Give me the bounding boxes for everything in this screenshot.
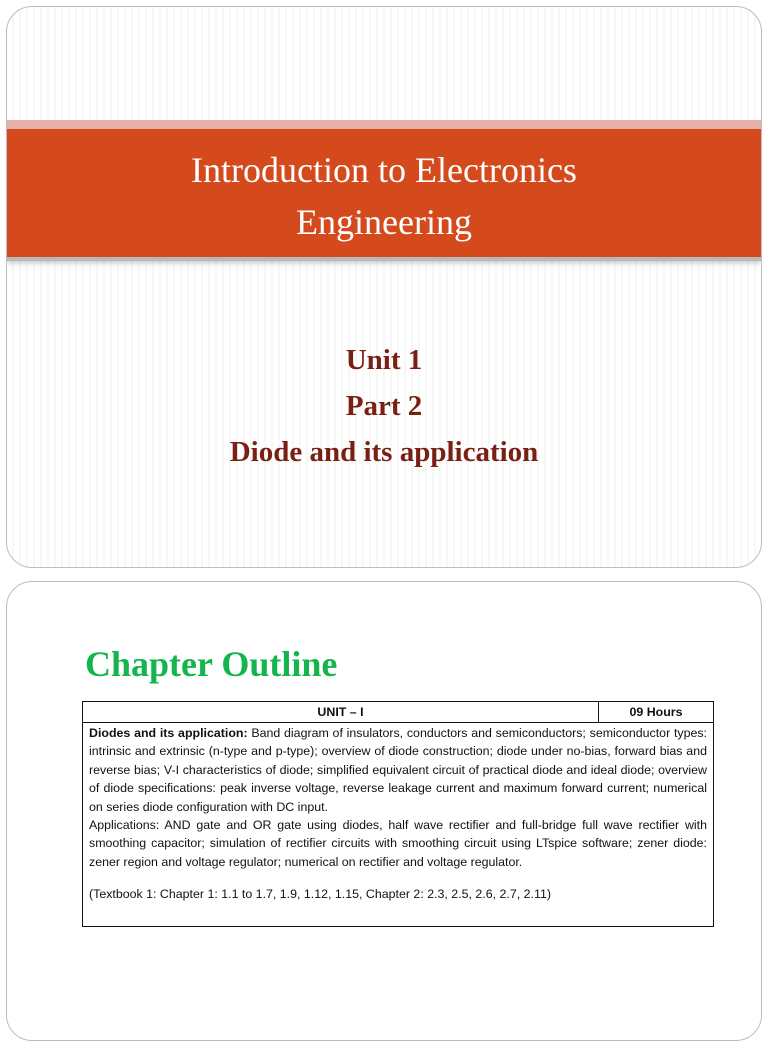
syllabus-table <box>82 701 714 927</box>
unit-header: UNIT – I <box>83 702 599 723</box>
subtitle-topic: Diode and its application <box>229 436 539 468</box>
table-header-row <box>83 702 714 723</box>
slide-title <box>7 144 761 248</box>
table-body-row <box>83 723 714 927</box>
title-slide <box>6 6 762 568</box>
syllabus-paragraph-1 <box>89 724 707 816</box>
slide-title-line-1: Introduction to Electronics <box>191 150 577 190</box>
syllabus-paragraph-2: Applications: AND gate and OR gate using diodes, half wave rectifier and full-bridge full wave rectifier with smoothing capacitor; simulation of rectifier circuits with smoothing circuit using LTspice software; zener diode: zener region and voltage regulator; numerical on rectifier and voltage regulator. <box>89 818 707 869</box>
hours-header: 09 Hours <box>599 702 714 723</box>
chapter-outline-heading: Chapter Outline <box>85 644 338 684</box>
syllabus-content <box>83 723 714 927</box>
syllabus-paragraph-1-text: Band diagram of insulators, conductors and semiconductors; semiconductor types: intrinsic and extrinsic (n-type and p-type); overview of diode construction; diode under no-bias, forward bias and reverse bias; V-I characteristics of diode; simplified equivalent circuit of practical diode and ideal diode; overview of diode specifications: peak inverse voltage, reverse leakage current and maximum forward current; numerical on series diode configuration with DC input. <box>89 726 708 814</box>
outline-slide <box>6 581 762 1041</box>
textbook-reference: (Textbook 1: Chapter 1: 1.1 to 1.7, 1.9, 1.12, 1.15, Chapter 2: 2.3, 2.5, 2.6, 2.7, 2.11) <box>89 887 551 902</box>
subtitle-unit: Unit 1 <box>345 344 423 376</box>
slide-title-line-2: Engineering <box>296 202 472 242</box>
subtitle-part: Part 2 <box>345 390 423 422</box>
title-band-shadow <box>7 257 761 261</box>
syllabus-lead: Diodes and its application: <box>89 726 248 740</box>
